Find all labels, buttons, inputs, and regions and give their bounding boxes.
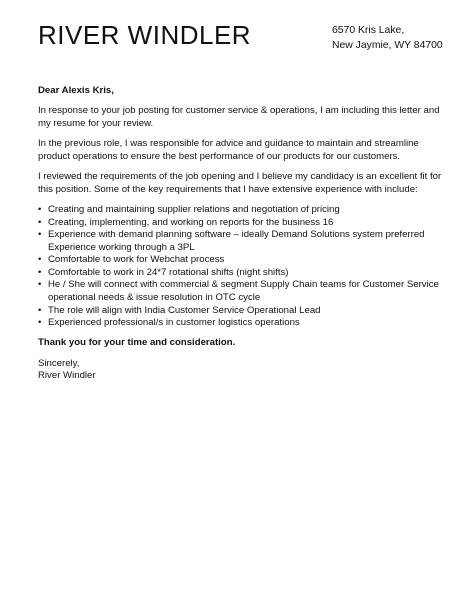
paragraph-intro: In response to your job posting for customer service & operations, I am including this letter and my resume for your review. [38, 105, 440, 129]
bullet-icon: • [38, 266, 42, 278]
signature-name: River Windler [38, 370, 96, 382]
thank-you-line: Thank you for your time and consideration. [38, 337, 236, 349]
address-line-1: 6570 Kris Lake, [332, 25, 405, 36]
applicant-name: RIVER WINDLER [38, 20, 252, 50]
list-item-text: Creating and maintaining supplier relations and negotiation of pricing [48, 203, 340, 215]
letter-body [38, 85, 448, 383]
signoff-text: Sincerely, [38, 357, 80, 369]
list-item-text: Experience with demand planning software – ideally Demand Solutions system preferred Experience working through a 3PL [48, 229, 425, 253]
bullet-icon: • [38, 254, 42, 266]
bullet-icon: • [38, 203, 42, 215]
applicant-address [332, 23, 443, 53]
list-item [38, 267, 448, 280]
bullet-icon: • [38, 317, 42, 329]
bullet-icon: • [38, 216, 42, 228]
list-item [38, 204, 448, 217]
list-item [38, 317, 448, 330]
list-item [38, 229, 448, 254]
list-item [38, 254, 448, 267]
list-item [38, 279, 448, 304]
bullet-icon: • [38, 304, 42, 316]
list-item-text: The role will align with India Customer Service Operational Lead [48, 304, 321, 316]
list-item-text: He / She will connect with commercial & segment Supply Chain teams for Customer Service operational needs & issue resolution in OTC cycle [48, 279, 439, 304]
list-item [38, 305, 448, 318]
list-item-text: Experienced professional/s in customer logistics operations [48, 317, 300, 329]
signoff-block [38, 358, 448, 383]
requirements-list [38, 204, 448, 330]
bullet-icon: • [38, 229, 42, 241]
greeting: Dear Alexis Kris, [38, 85, 114, 96]
address-line-2: New Jaymie, WY 84700 [332, 40, 443, 51]
paragraph-requirements: I reviewed the requirements of the job opening and I believe my candidacy is an excellent fit for this position. Some of the key requirements that I have extensive experience with include: [38, 171, 442, 195]
list-item-text: Comfortable to work in 24*7 rotational shifts (night shifts) [48, 266, 289, 278]
list-item [38, 217, 448, 230]
paragraph-previous-role: In the previous role, I was responsible for advice and guidance to maintain and streamline product operations to ensure the best performance of our products for our customers. [38, 138, 419, 162]
list-item-text: Creating, implementing, and working on reports for the business 16 [48, 216, 334, 228]
bullet-icon: • [38, 279, 42, 291]
list-item-text: Comfortable to work for Webchat process [48, 254, 225, 266]
